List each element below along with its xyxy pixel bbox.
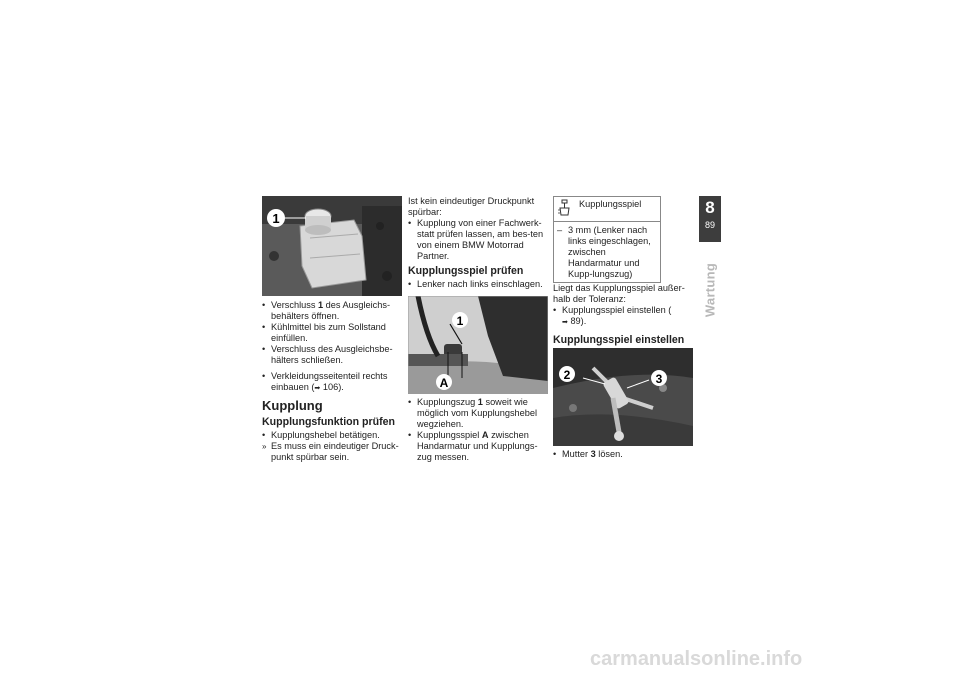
chapter-heading: Kupplung	[262, 398, 323, 413]
column-1	[262, 196, 402, 463]
page-reference: 106	[322, 382, 339, 392]
page-number: 89	[704, 220, 715, 230]
coolant-reservoir-photo	[262, 196, 402, 296]
step-workshop-check: • Kupplung von einer Fachwerk-statt prüfen lassen, am bes-ten von einem BMW Motorrad Partner.	[408, 218, 548, 262]
adjuster-illustration	[553, 348, 693, 446]
clutch-lever-photo	[408, 296, 548, 394]
step-pull-cable: • Kupplungszug 1 soweit wie möglich vom Kupplungshebel wegziehen.	[408, 397, 548, 430]
chapter-number: 8	[705, 198, 715, 217]
tolerance-box	[553, 196, 661, 283]
page-reference-arrow-icon: ➡	[314, 385, 321, 392]
photo-callout-1: 1	[456, 314, 464, 328]
step-measure-play: • Kupplungsspiel A zwischen Handarmatur und Kupplungs-zug messen.	[408, 430, 548, 463]
step-adjust-play: • Kupplungsspiel einstellen ( ➡ 89).	[553, 305, 693, 328]
outside-tolerance-note: Liegt das Kupplungsspiel außer-halb der Toleranz:	[553, 283, 685, 304]
column-2	[408, 196, 548, 463]
section-heading-clutch-function: Kupplungsfunktion prüfen	[262, 416, 395, 428]
page-reference: 89	[570, 316, 581, 326]
step-open-cap: • Verschluss 1 des Ausgleichs-behälters öffnen.	[262, 300, 402, 322]
intro-no-pressure-point: Ist kein eindeutiger Druckpunkt spürbar:	[408, 196, 535, 217]
column-3	[553, 196, 693, 460]
step-fill-coolant: • Kühlmittel bis zum Sollstand einfüllen.	[262, 322, 402, 344]
photo-callout-2: 2	[563, 368, 571, 382]
tolerance-title: Kupplungsspiel	[579, 199, 642, 209]
photo-callout-a: A	[439, 376, 449, 390]
clutch-lever-illustration	[408, 296, 548, 394]
coolant-reservoir-illustration	[262, 196, 402, 296]
tolerance-value: – 3 mm (Lenker nach links eingeschlagen, zwischen Handarmatur und Kupp-lungszug)	[557, 225, 657, 280]
chapter-tab	[699, 196, 721, 242]
step-operate-lever: • Kupplungshebel betätigen.	[262, 430, 402, 441]
step-turn-handlebar: • Lenker nach links einschlagen.	[408, 279, 548, 290]
result-pressure-point: » Es muss ein eindeutiger Druck-punkt spürbar sein.	[262, 441, 402, 463]
photo-callout-3: 3	[655, 372, 663, 386]
watermark: carmanualsonline.info	[590, 648, 803, 670]
adjuster-photo	[553, 348, 693, 446]
step-loosen-nut: • Mutter 3 lösen.	[553, 449, 693, 460]
step-close-cap: • Verschluss des Ausgleichsbe-hälters schließen.	[262, 344, 402, 366]
tolerance-gauge-icon	[557, 199, 573, 217]
photo-callout-1: 1	[272, 211, 280, 226]
step-reinstall-fairing: • Verkleidungsseitenteil rechts einbauen (➡ 106).	[262, 371, 402, 394]
section-heading-clutch-play-adjust: Kupplungsspiel einstellen	[553, 334, 685, 346]
chapter-side-label: Wartung	[702, 262, 718, 318]
page-reference-arrow-icon: ➡	[562, 319, 568, 326]
section-heading-clutch-play-check: Kupplungsspiel prüfen	[408, 265, 524, 277]
